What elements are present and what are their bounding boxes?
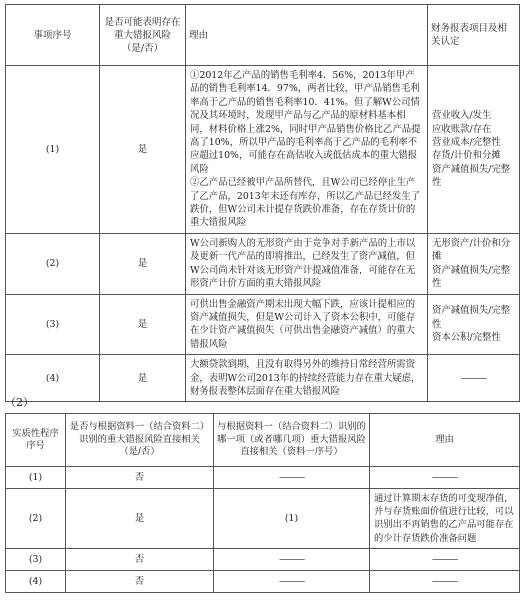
substantive-procedure-table xyxy=(5,413,520,593)
risk-assessment-table xyxy=(5,4,520,402)
reason-part: 大额贷款到期，且没有取得另外的维持日常经营所需资金，表明W公司2013年的持续经营能力存在重大疑虑，财务报表整体层面存在重大错报风险 xyxy=(190,359,421,397)
cell-seq: (3) xyxy=(6,294,100,355)
cell-related: 是 xyxy=(66,489,214,549)
table-header-row xyxy=(6,5,520,66)
cell-seq: (1) xyxy=(6,66,100,234)
item: 资产减值损失/完整性 xyxy=(432,163,511,189)
cell-reason xyxy=(186,233,428,294)
cell-reason: ——— xyxy=(370,570,520,592)
cell-which: ——— xyxy=(214,467,370,489)
table-row xyxy=(6,233,520,294)
item: 应收账款/存在 xyxy=(432,123,492,135)
item: 营业成本/完整性 xyxy=(432,137,501,149)
cell-items xyxy=(428,294,520,355)
table-row xyxy=(6,489,520,549)
item: 营业收入/发生 xyxy=(432,110,492,122)
cell-related: 否 xyxy=(66,548,214,570)
table-row xyxy=(6,570,520,592)
cell-reason: ——— xyxy=(370,467,520,489)
item: 无形资产/计价和分摊 xyxy=(432,237,511,263)
header-seq: 事项序号 xyxy=(6,5,100,66)
cell-risk: 是 xyxy=(100,233,186,294)
header-risk: 是否可能表明存在重大错报风险（是/否） xyxy=(100,5,186,66)
section-2-label: （2） xyxy=(5,396,34,409)
header-items: 财务报表项目及相关认定 xyxy=(428,5,520,66)
header-reason: 理由 xyxy=(186,5,428,66)
cell-risk: 是 xyxy=(100,355,186,402)
cell-related: 否 xyxy=(66,467,214,489)
header-reason: 理由 xyxy=(370,414,520,467)
reason-part: ①2012年乙产品的销售毛利率4．56%，2013年甲产品的销售毛利率14．97%，两者比较，甲产品销售毛利率高于乙产品的销售毛利率10．41%。但了解W公司情况及其环境时，发现甲产品与乙产品的原材料基本相同，材料价格上涨2%，同时甲产品销售价格比乙产品提高了10%，所以甲产品的毛利率高于乙产品的毛利率不应超过10%，可能存在高估收入或低估成本的重大错报风险 xyxy=(190,70,421,175)
cell-seq: (2) xyxy=(6,233,100,294)
reason-part: ②乙产品已经被甲产品所替代，且W公司已经停止生产了乙产品，2013年末还有库存，所以乙产品已经发生了跌价，但W公司未计提存货跌价准备，存在存货计价的重大错报风险 xyxy=(190,177,421,229)
cell-which: ——— xyxy=(214,548,370,570)
reason-part: 可供出售金融资产期末出现大幅下跌，应该计提相应的资产减值损失，但是W公司计入了资本公积中，可能存在少计资产减值损失（可供出售金融资产减值）的重大错报风险 xyxy=(190,298,416,350)
cell-reason xyxy=(186,66,428,234)
item: 存货/计价和分摊 xyxy=(432,150,501,162)
cell-related: 否 xyxy=(66,570,214,592)
table-row xyxy=(6,548,520,570)
table-header-row xyxy=(6,414,520,467)
item: 资产减值损失/完整性 xyxy=(432,305,511,330)
cell-which: (1) xyxy=(214,489,370,549)
cell-reason: 通过计算期末存货的可变现净值，并与存货账面价值进行比较，可以识别出不再销售的乙产品可能存在的少计存货跌价准备问题 xyxy=(370,489,520,549)
item: 资本公积/完整性 xyxy=(432,332,501,344)
cell-which: ——— xyxy=(214,570,370,592)
cell-seq: (2) xyxy=(6,489,66,549)
cell-reason xyxy=(186,294,428,355)
table-row xyxy=(6,66,520,234)
table-row xyxy=(6,467,520,489)
cell-risk: 是 xyxy=(100,66,186,234)
table-row xyxy=(6,294,520,355)
item-dash: ——— xyxy=(460,372,487,384)
cell-reason xyxy=(186,355,428,402)
cell-risk: 是 xyxy=(100,294,186,355)
cell-seq: (3) xyxy=(6,548,66,570)
table-row xyxy=(6,355,520,402)
cell-reason: ——— xyxy=(370,548,520,570)
header-related: 是否与根据资料一（结合资料二）识别的重大错报风险直接相关（是/否） xyxy=(66,414,214,467)
cell-seq: (1) xyxy=(6,467,66,489)
header-which: 与根据资料一（结合资料二）识别的哪一项（或者哪几项）重大错报风险直接相关（资料一序号） xyxy=(214,414,370,467)
item: 资产减值损失/完整性 xyxy=(432,264,511,290)
cell-items xyxy=(428,233,520,294)
cell-items xyxy=(428,355,520,402)
cell-seq: (4) xyxy=(6,570,66,592)
cell-items xyxy=(428,66,520,234)
reason-part: W公司新购人的无形资产由于竞争对手新产品的上市以及更新一代产品的即将推出，已经发生了资产减值，但W公司尚未针对该无形资产计提减值准备，可能存在无形资产计价方面的重大错报风险 xyxy=(190,237,416,290)
header-seq: 实质性程序序号 xyxy=(6,414,66,467)
cell-seq: (4) xyxy=(6,355,100,402)
